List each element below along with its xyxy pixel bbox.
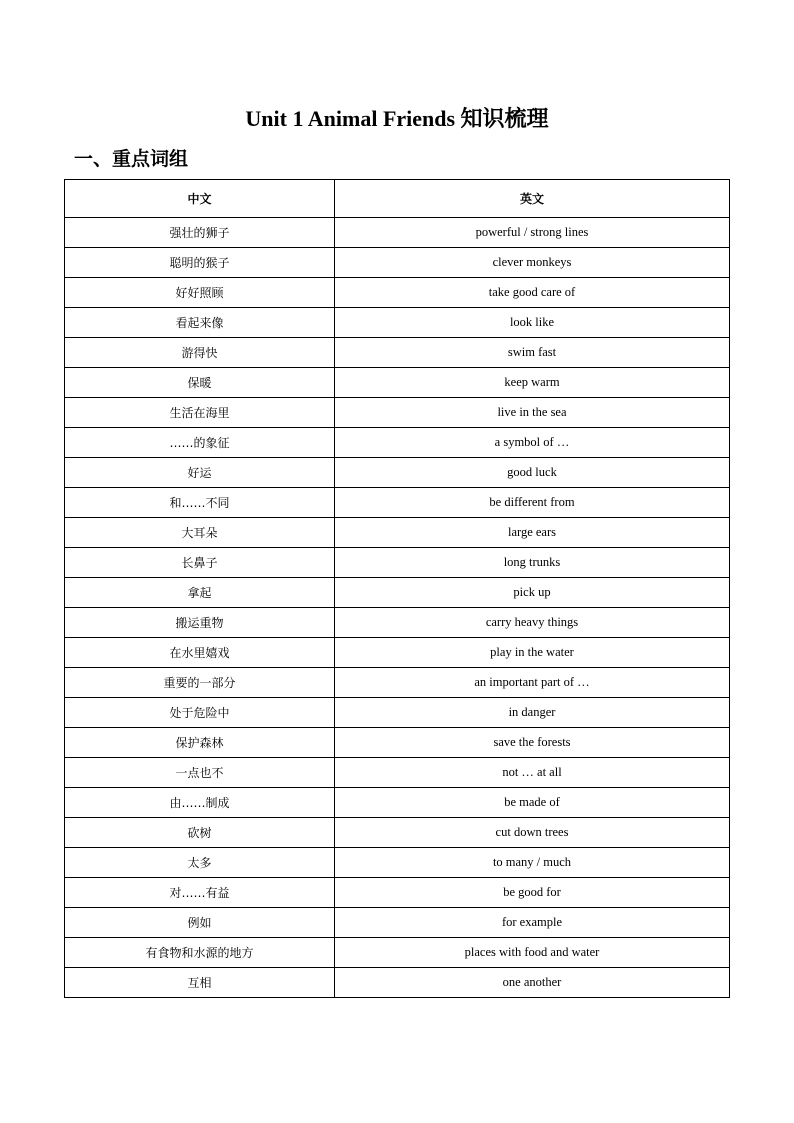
vocabulary-table xyxy=(64,179,730,998)
cell-chinese: 有食物和水源的地方 xyxy=(65,938,335,968)
table-row xyxy=(65,788,730,818)
cell-chinese: 互相 xyxy=(65,968,335,998)
cell-english: take good care of xyxy=(335,278,730,308)
cell-english: cut down trees xyxy=(335,818,730,848)
table-row xyxy=(65,668,730,698)
cell-english: good luck xyxy=(335,458,730,488)
table-header-row xyxy=(65,180,730,218)
cell-chinese: 例如 xyxy=(65,908,335,938)
cell-chinese: 拿起 xyxy=(65,578,335,608)
cell-chinese: 好好照顾 xyxy=(65,278,335,308)
cell-chinese: 砍树 xyxy=(65,818,335,848)
table-row xyxy=(65,698,730,728)
table-row xyxy=(65,488,730,518)
header-english: 英文 xyxy=(335,180,730,218)
cell-chinese: 搬运重物 xyxy=(65,608,335,638)
cell-chinese: 在水里嬉戏 xyxy=(65,638,335,668)
table-row xyxy=(65,428,730,458)
cell-english: be good for xyxy=(335,878,730,908)
table-row xyxy=(65,728,730,758)
table-row xyxy=(65,398,730,428)
table-row xyxy=(65,968,730,998)
cell-chinese: 强壮的狮子 xyxy=(65,218,335,248)
table-row xyxy=(65,458,730,488)
cell-chinese: 聪明的猴子 xyxy=(65,248,335,278)
page-title: Unit 1 Animal Friends 知识梳理 xyxy=(245,106,549,131)
table-row xyxy=(65,608,730,638)
cell-english: live in the sea xyxy=(335,398,730,428)
cell-chinese: 游得快 xyxy=(65,338,335,368)
table-row xyxy=(65,218,730,248)
cell-english: places with food and water xyxy=(335,938,730,968)
cell-english: clever monkeys xyxy=(335,248,730,278)
cell-english: to many / much xyxy=(335,848,730,878)
vocabulary-table-body xyxy=(65,218,730,998)
cell-english: powerful / strong lines xyxy=(335,218,730,248)
table-row xyxy=(65,848,730,878)
cell-chinese: 保护森林 xyxy=(65,728,335,758)
table-row xyxy=(65,518,730,548)
cell-chinese: 看起来像 xyxy=(65,308,335,338)
table-row xyxy=(65,278,730,308)
table-row xyxy=(65,578,730,608)
cell-english: save the forests xyxy=(335,728,730,758)
cell-english: be different from xyxy=(335,488,730,518)
cell-english: keep warm xyxy=(335,368,730,398)
cell-english: swim fast xyxy=(335,338,730,368)
cell-chinese: 长鼻子 xyxy=(65,548,335,578)
cell-english: large ears xyxy=(335,518,730,548)
header-chinese: 中文 xyxy=(65,180,335,218)
cell-chinese: 生活在海里 xyxy=(65,398,335,428)
cell-english: pick up xyxy=(335,578,730,608)
table-row xyxy=(65,548,730,578)
table-row xyxy=(65,638,730,668)
cell-chinese: 保暖 xyxy=(65,368,335,398)
cell-english: one another xyxy=(335,968,730,998)
cell-chinese: 和……不同 xyxy=(65,488,335,518)
cell-chinese: 一点也不 xyxy=(65,758,335,788)
cell-english: be made of xyxy=(335,788,730,818)
table-row xyxy=(65,308,730,338)
cell-english: for example xyxy=(335,908,730,938)
cell-english: a symbol of … xyxy=(335,428,730,458)
table-row xyxy=(65,878,730,908)
cell-chinese: 好运 xyxy=(65,458,335,488)
cell-chinese: 太多 xyxy=(65,848,335,878)
table-row xyxy=(65,908,730,938)
cell-english: long trunks xyxy=(335,548,730,578)
table-row xyxy=(65,758,730,788)
table-row xyxy=(65,368,730,398)
table-row xyxy=(65,338,730,368)
section-heading: 一、重点词组 xyxy=(74,149,189,170)
table-row xyxy=(65,938,730,968)
cell-english: look like xyxy=(335,308,730,338)
cell-chinese: 重要的一部分 xyxy=(65,668,335,698)
table-row xyxy=(65,818,730,848)
cell-chinese: ……的象征 xyxy=(65,428,335,458)
cell-chinese: 对……有益 xyxy=(65,878,335,908)
cell-english: not … at all xyxy=(335,758,730,788)
cell-chinese: 由……制成 xyxy=(65,788,335,818)
cell-english: an important part of … xyxy=(335,668,730,698)
table-row xyxy=(65,248,730,278)
cell-english: in danger xyxy=(335,698,730,728)
cell-english: carry heavy things xyxy=(335,608,730,638)
cell-chinese: 大耳朵 xyxy=(65,518,335,548)
cell-english: play in the water xyxy=(335,638,730,668)
cell-chinese: 处于危险中 xyxy=(65,698,335,728)
